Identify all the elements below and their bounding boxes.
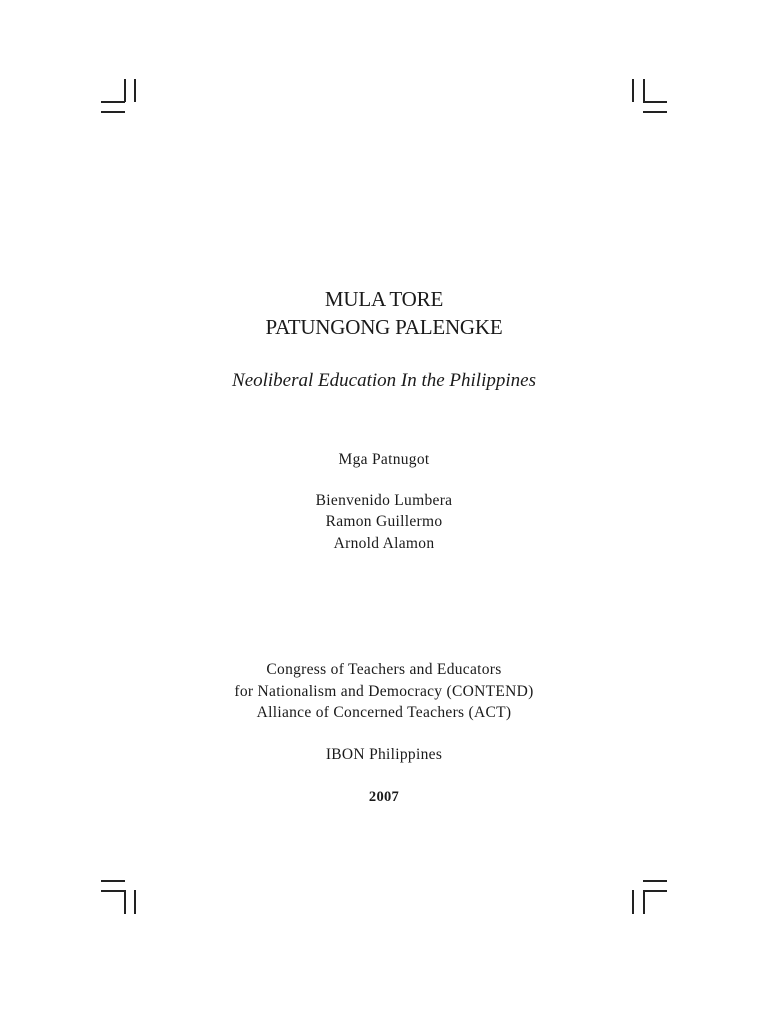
co-publisher: IBON Philippines bbox=[325, 746, 443, 763]
publisher-line: Congress of Teachers and Educators bbox=[266, 661, 502, 678]
book-subtitle: Neoliberal Education In the Philippines bbox=[232, 370, 536, 391]
crop-mark-bottom-right-vertical-outer bbox=[632, 890, 634, 914]
crop-mark-top-left-horizontal-lower bbox=[101, 111, 125, 113]
crop-mark-top-left-horizontal bbox=[101, 101, 125, 103]
crop-mark-bottom-left-horizontal bbox=[101, 890, 125, 892]
editors-heading: Mga Patnugot bbox=[338, 451, 430, 468]
book-title-line-1: MULA TORE bbox=[324, 287, 444, 311]
crop-mark-top-right-horizontal-lower bbox=[643, 111, 667, 113]
editor-name: Ramon Guillermo bbox=[325, 513, 443, 530]
crop-mark-bottom-right-horizontal-upper bbox=[643, 880, 667, 882]
editor-name: Bienvenido Lumbera bbox=[315, 492, 453, 509]
crop-mark-bottom-left-vertical-outer bbox=[134, 890, 136, 914]
publisher-line: Alliance of Concerned Teachers (ACT) bbox=[256, 704, 512, 721]
publisher-line: for Nationalism and Democracy (CONTEND) bbox=[234, 683, 534, 700]
crop-mark-top-right-vertical-inner bbox=[643, 79, 645, 102]
editor-name: Arnold Alamon bbox=[333, 535, 435, 552]
crop-mark-bottom-left-vertical-inner bbox=[124, 890, 126, 914]
crop-mark-top-right-horizontal bbox=[643, 101, 667, 103]
crop-mark-bottom-right-vertical-inner bbox=[643, 890, 645, 914]
crop-mark-bottom-left-horizontal-upper bbox=[101, 880, 125, 882]
publication-year: 2007 bbox=[368, 789, 400, 805]
crop-mark-bottom-right-horizontal bbox=[643, 890, 667, 892]
crop-mark-top-right-vertical-outer bbox=[632, 79, 634, 102]
crop-mark-top-left-vertical-outer bbox=[134, 79, 136, 102]
book-title-line-2: PATUNGONG PALENGKE bbox=[265, 315, 503, 339]
crop-mark-top-left-vertical-inner bbox=[124, 79, 126, 102]
